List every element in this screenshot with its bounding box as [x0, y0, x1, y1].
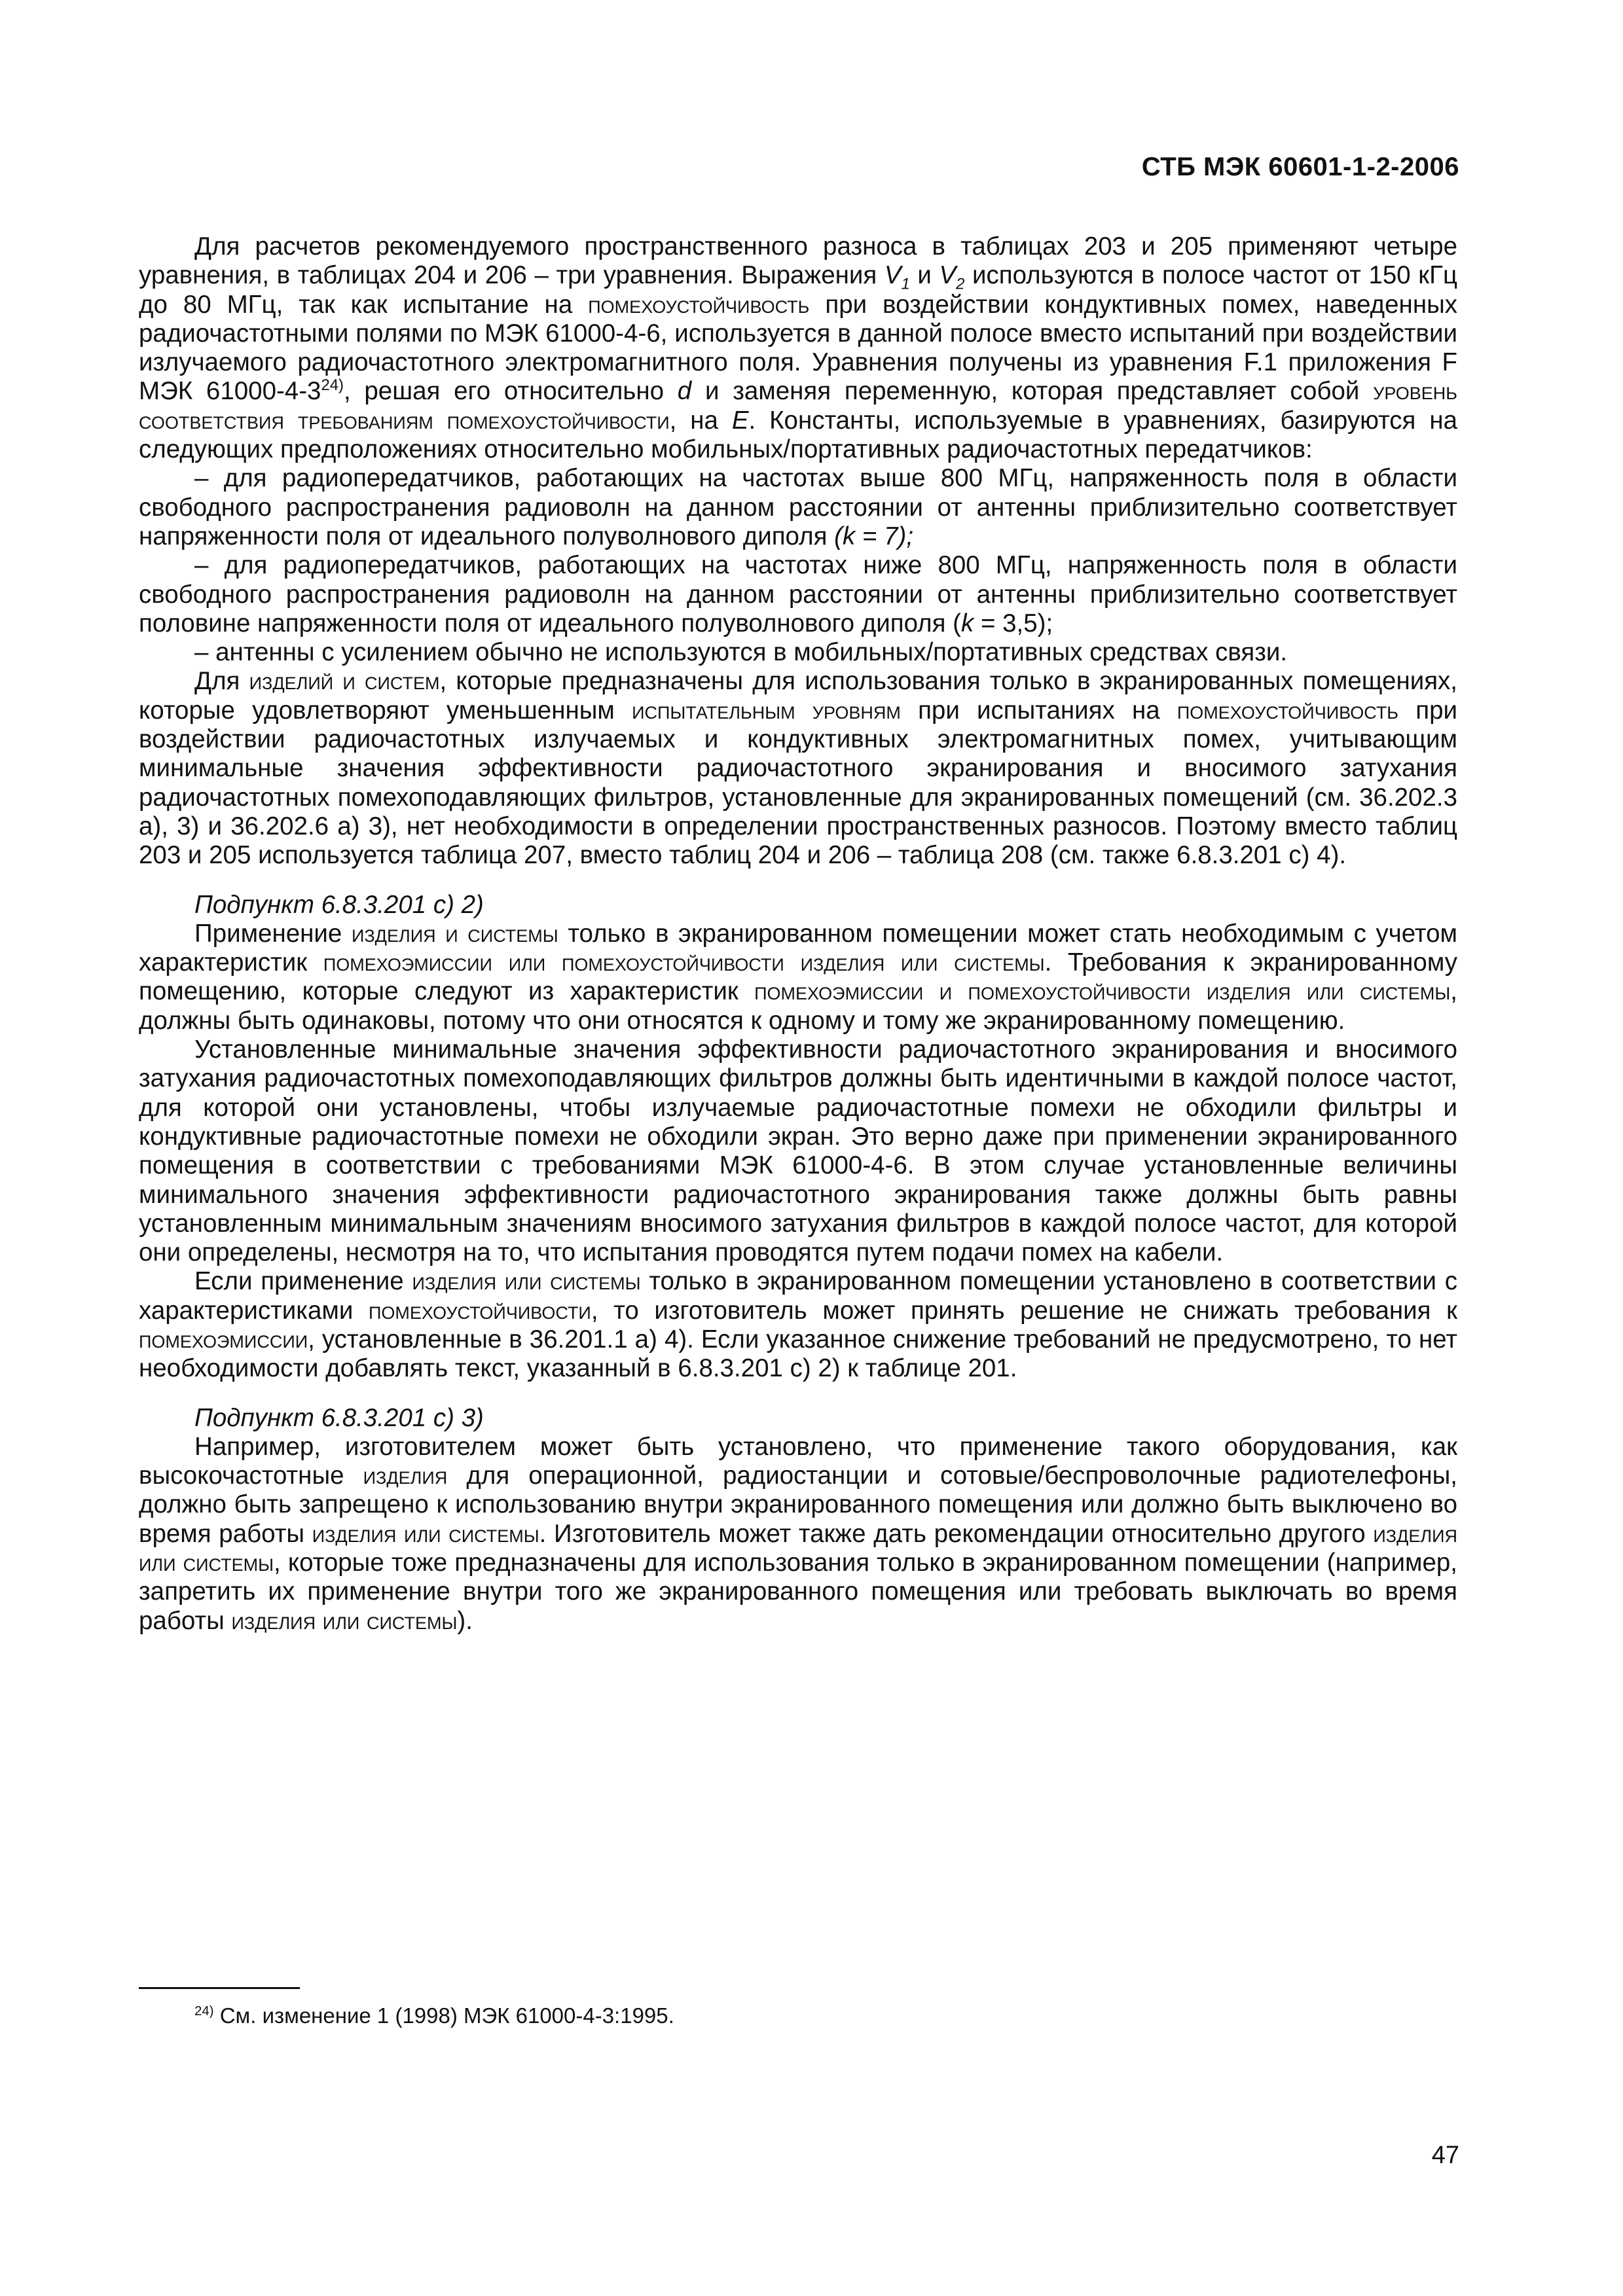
- list-item-below-800: – для радиопередатчиков, работающих на частотах ниже 800 МГц, напряженность поля в области свободного распространения радиоволн на данном расстоянии от антенны приблизительно соответствует половине напряженности поля от идеального полуволнового диполя (k = 3,5);: [139, 551, 1457, 637]
- footnote-ref: 24): [321, 376, 344, 395]
- page-number: 47: [1431, 2142, 1459, 2169]
- document-body: [139, 232, 1457, 1636]
- list-item-above-800: – для радиопередатчиков, работающих на частотах выше 800 МГц, напряженность поля в области свободного распространения радиоволн на данном расстоянии от антенны приблизительно соответствует напряженности поля от идеального полуволнового диполя (k = 7);: [139, 464, 1457, 550]
- footnote-text: См. изменение 1 (1998) МЭК 61000-4-3:1995.: [213, 2003, 674, 2028]
- subclause-heading-c3: Подпункт 6.8.3.201 с) 3): [194, 1403, 484, 1432]
- paragraph-example: Например, изготовителем может быть установлено, что применение такого оборудования, как высокочастотные изделия для операционной, радиостанции и сотовые/беспроволочные радиотелефоны, должно быть запрещено к использованию внутри экранированного помещения или должно быть выключено во время работы изделия или системы. Изготовитель может также дать рекомендации относительно другого изделия или системы, которые тоже предназначены для использования только в экранированном помещении (например, запретить их применение внутри того же экранированного помещения или требовать выключать во время работы изделия или системы).: [139, 1432, 1458, 1635]
- footnote: [194, 2003, 674, 2029]
- paragraph-equations: Для расчетов рекомендуемого пространственного разноса в таблицах 203 и 205 применяют четыре уравнения, в таблицах 204 и 206 – три уравнения. Выражения $V_1$ и $V_2$ используются в полосе частот от 150 кГц до 80 МГц, так как испытание на помехоустойчивость при воздействии кондуктивных помех, наведенных радиочастотными полями по МЭК 61000-4-6, используется в данной полосе вместо испытаний при воздействии излучаемого радиочастотного электромагнитного поля. Уравнения получены из уравнения F.1 приложения F МЭК 61000-4-3$^{24)}$, решая его относительно d и заменяя переменную, которая представляет собой уровень соответствия требованиям помехоустойчивости, на E. Константы, используемые в уравнениях, базируются на следующих предположениях относительно мобильных/портативных радиочастотных передатчиков:: [139, 232, 1458, 464]
- footnote-separator: [139, 1987, 300, 1989]
- document-header: СТБ МЭК 60601-1-2-2006: [1141, 152, 1459, 181]
- paragraph-manufacturer-decision: Если применение изделия или системы только в экранированном помещении установлено в соответствии с характеристиками помехоустойчивости, то изготовитель может принять решение не снижать требования к помехоэмиссии, установленные в 36.201.1 а) 4). Если указанное снижение требований не предусмотрено, то нет необходимости добавлять текст, указанный в 6.8.3.201 с) 2) к таблице 201.: [139, 1267, 1457, 1383]
- footnote-mark: 24): [194, 2003, 214, 2018]
- paragraph-shielded-application: Применение изделия и системы только в экранированном помещении может стать необходимым с учетом характеристик помехоэмиссии или помехоустойчивости изделия или системы. Требования к экранированному помещению, которые следуют из характеристик помехоэмиссии и помехоустойчивости изделия или системы, должны быть одинаковы, потому что они относятся к одному и тому же экранированному помещению.: [139, 919, 1457, 1035]
- paragraph-shielded-rooms: Для изделий и систем, которые предназначены для использования только в экранированных помещениях, которые удовлетворяют уменьшенным испытательным уровням при испытаниях на помехоустойчивость при воздействии радиочастотных излучаемых и кондуктивных электромагнитных помех, учитывающим минимальные значения эффективности радиочастотного экранирования и вносимого затухания радиочастотных помехоподавляющих фильтров, установленные для экранированных помещений (см. 36.202.3 а), 3) и 36.202.6 а) 3), нет необходимости в определении пространственных разносов. Поэтому вместо таблиц 203 и 205 используется таблица 207, вместо таблиц 204 и 206 – таблица 208 (см. также 6.8.3.201 с) 4).: [139, 667, 1457, 870]
- list-item-antennas: – антенны с усилением обычно не используются в мобильных/портативных средствах связи.: [194, 638, 1288, 667]
- paragraph-minimum-values: Установленные минимальные значения эффективности радиочастотного экранирования и вносимого затухания радиочастотных помехоподавляющих фильтров должны быть идентичными в каждой полосе частот, для которой они установлены, чтобы излучаемые радиочастотные помехи не обходили фильтры и кондуктивные радиочастотные помехи не обходили экран. Это верно даже при применении экранированного помещения в соответствии с требованиями МЭК 61000-4-6. В этом случае установленные величины минимального значения эффективности радиочастотного экранирования также должны быть равны установленным минимальным значениям вносимого затухания фильтров в каждой полосе частот, для которой они определены, несмотря на то, что испытания проводятся путем подачи помех на кабели.: [139, 1035, 1457, 1267]
- subclause-heading-c2: Подпункт 6.8.3.201 с) 2): [194, 890, 484, 919]
